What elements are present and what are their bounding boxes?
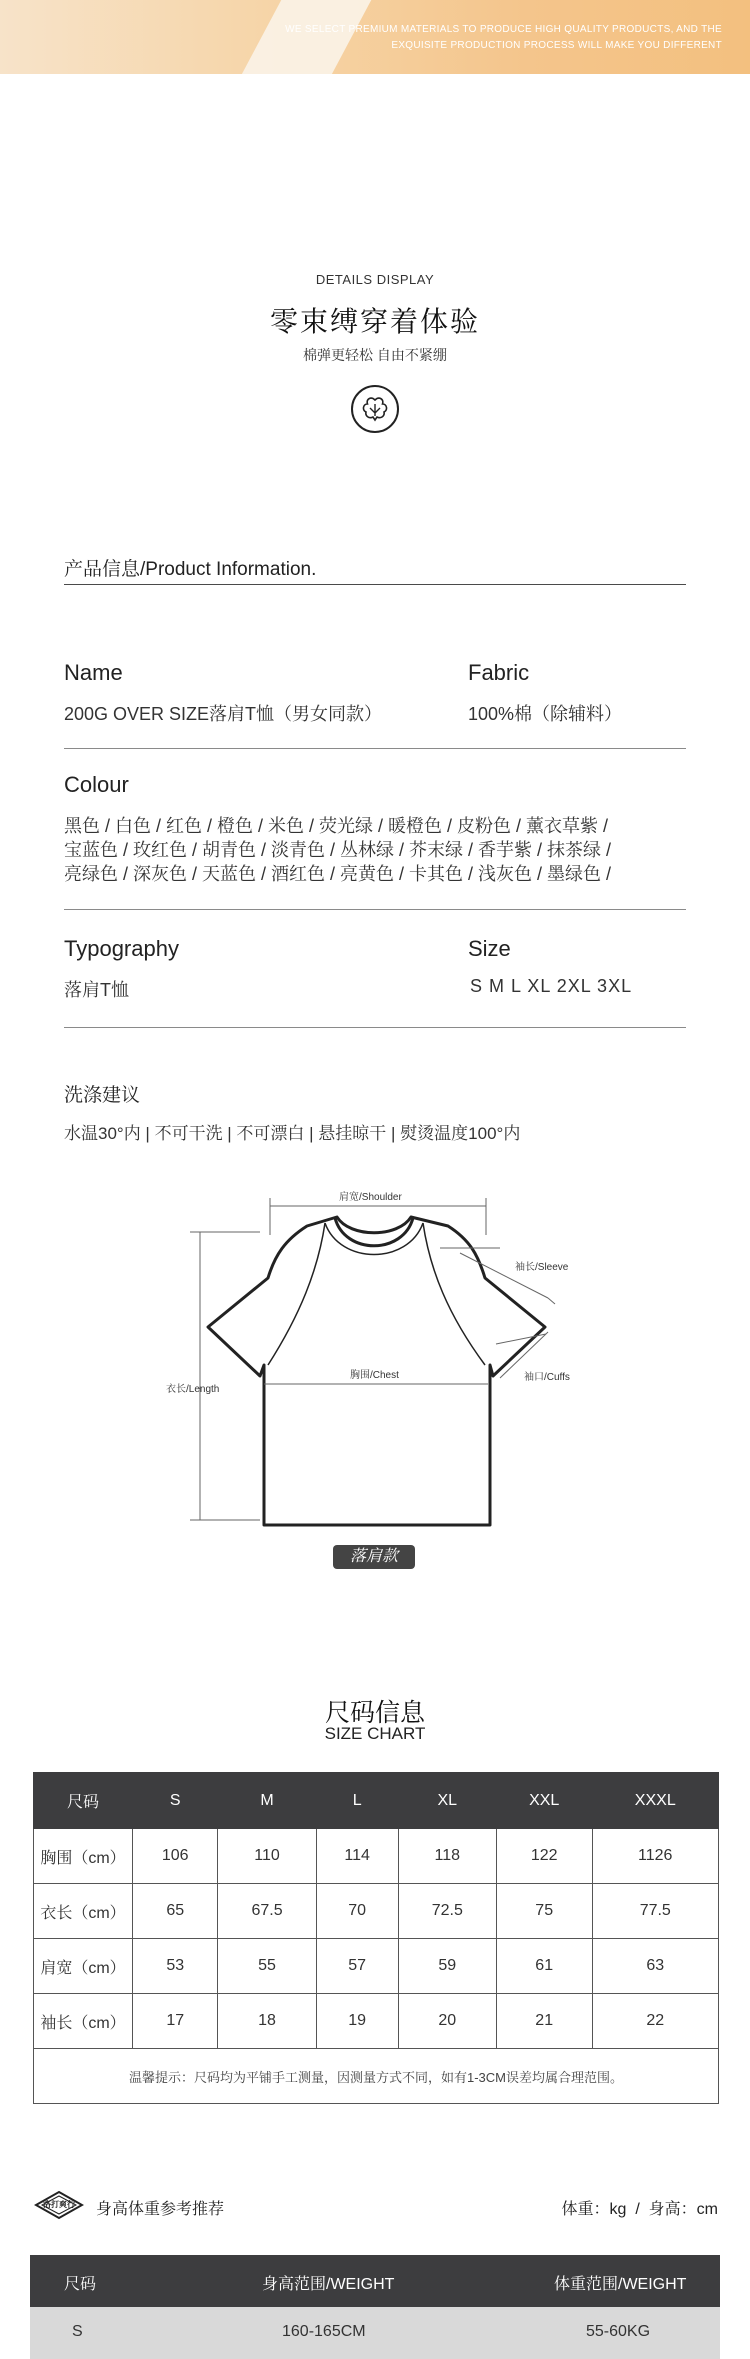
fabric-label: Fabric: [468, 660, 530, 685]
table-row: [34, 1884, 719, 1939]
divider: [64, 909, 686, 910]
table-cell: 19: [316, 1994, 398, 2049]
recommend-header: [30, 2255, 720, 2307]
size-value: S M L XL 2XL 3XL: [470, 976, 633, 996]
size-label: Size: [468, 936, 511, 961]
typography-value: 落肩T恤: [64, 980, 129, 1000]
table-header: XL: [398, 1773, 496, 1829]
rec-cell-height: 160-165CM: [282, 2323, 366, 2340]
table-cell: 114: [316, 1829, 398, 1884]
row-label: 袖长（cm）: [34, 1994, 133, 2049]
table-cell: 1126: [592, 1829, 718, 1884]
recommend-units: 体重：kg / 身高：cm: [561, 2201, 718, 2218]
table-header: XXXL: [592, 1773, 718, 1829]
table-cell: 63: [592, 1939, 718, 1994]
rec-cell-weight: 55-60KG: [586, 2323, 651, 2340]
fabric-value: 100%棉（除辅料）: [468, 704, 623, 724]
style-badge: 落肩款: [333, 1545, 415, 1569]
top-banner: [0, 0, 750, 74]
typography-label: Typography: [64, 936, 179, 961]
colour-line: 宝蓝色 / 玫红色 / 胡青色 / 淡青色 / 丛林绿 / 芥末绿 / 香芋紫 / 抹茶绿 /: [64, 840, 612, 860]
product-info-heading: 产品信息/Product Information.: [64, 559, 317, 580]
details-eyebrow: DETAILS DISPLAY: [315, 272, 435, 287]
table-cell: 21: [496, 1994, 592, 2049]
rec-header-height: 身高范围/WEIGHT: [262, 2276, 395, 2293]
table-cell: 17: [133, 1994, 218, 2049]
recommend-row: [30, 2307, 720, 2359]
table-cell: 53: [133, 1939, 218, 1994]
table-cell: 65: [133, 1884, 218, 1939]
table-row: [34, 1994, 719, 2049]
size-chart-table: [33, 1772, 719, 2104]
sleeve-label: 袖长/Sleeve: [515, 1262, 569, 1273]
row-label: 胸围（cm）: [34, 1829, 133, 1884]
divider: [64, 1027, 686, 1028]
table-row: [34, 1829, 719, 1884]
size-note: 温馨提示：尺码均为平铺手工测量，因测量方式不同，如有1-3CM误差均属合理范围。: [34, 2049, 719, 2104]
table-cell: 77.5: [592, 1884, 718, 1939]
row-label: 肩宽（cm）: [34, 1939, 133, 1994]
table-cell: 55: [218, 1939, 316, 1994]
table-cell: 106: [133, 1829, 218, 1884]
table-cell: 61: [496, 1939, 592, 1994]
table-cell: 22: [592, 1994, 718, 2049]
table-row: [34, 1939, 719, 1994]
colour-line: 黑色 / 白色 / 红色 / 橙色 / 米色 / 荧光绿 / 暖橙色 / 皮粉色 / 薰衣草紫 /: [64, 816, 609, 836]
banner-text: WE SELECT PREMIUM MATERIALS TO PRODUCE HIGH QUALITY PRODUCTS, AND THE EXQUISITE PRODUCTION PROCESS WILL MAKE YOU DIFFERENT: [285, 24, 722, 51]
table-header: 尺码: [34, 1773, 133, 1829]
table-header-row: [34, 1773, 719, 1829]
recommend-title: 身高体重参考推荐: [96, 2201, 225, 2218]
brand-logo-text: 洛打爽行: [43, 2200, 75, 2209]
shoulder-label: 肩宽/Shoulder: [339, 1192, 402, 1203]
table-cell: 72.5: [398, 1884, 496, 1939]
table-cell: 110: [218, 1829, 316, 1884]
size-chart-subtitle: SIZE CHART: [324, 1724, 426, 1743]
cotton-icon: [351, 385, 399, 433]
divider: [64, 584, 686, 585]
rec-header-size: 尺码: [64, 2276, 97, 2293]
size-chart-title: 尺码信息: [324, 1699, 425, 1727]
table-cell: 57: [316, 1939, 398, 1994]
table-header: M: [218, 1773, 316, 1829]
details-subtitle: 棉弹更轻松 自由不紧绷: [303, 347, 447, 363]
brand-logo: [34, 2190, 84, 2220]
divider: [64, 748, 686, 749]
details-title: 零束缚穿着体验: [269, 306, 480, 337]
table-cell: 59: [398, 1939, 496, 1994]
wash-heading: 洗涤建议: [64, 1085, 141, 1106]
table-header: XXL: [496, 1773, 592, 1829]
rec-header-weight: 体重范围/WEIGHT: [554, 2276, 687, 2293]
table-cell: 122: [496, 1829, 592, 1884]
name-value: 200G OVER SIZE落肩T恤（男女同款）: [64, 704, 383, 724]
rec-cell-size: S: [72, 2323, 83, 2340]
length-label: 衣长/Length: [166, 1384, 220, 1395]
table-header: L: [316, 1773, 398, 1829]
colour-line: 亮绿色 / 深灰色 / 天蓝色 / 酒红色 / 亮黄色 / 卡其色 / 浅灰色 / 墨绿色 /: [64, 864, 612, 884]
table-cell: 18: [218, 1994, 316, 2049]
table-cell: 20: [398, 1994, 496, 2049]
chest-label: 胸围/Chest: [350, 1370, 399, 1381]
table-note-row: [34, 2049, 719, 2104]
table-header: S: [133, 1773, 218, 1829]
wash-text: 水温30°内 | 不可干洗 | 不可漂白 | 悬挂晾干 | 熨烫温度100°内: [64, 1124, 521, 1143]
colour-label: Colour: [64, 772, 129, 797]
name-label: Name: [64, 660, 123, 685]
table-cell: 70: [316, 1884, 398, 1939]
tshirt-diagram: [0, 1180, 750, 1600]
table-cell: 67.5: [218, 1884, 316, 1939]
table-cell: 118: [398, 1829, 496, 1884]
cuffs-label: 袖口/Cuffs: [524, 1372, 570, 1383]
row-label: 衣长（cm）: [34, 1884, 133, 1939]
table-cell: 75: [496, 1884, 592, 1939]
